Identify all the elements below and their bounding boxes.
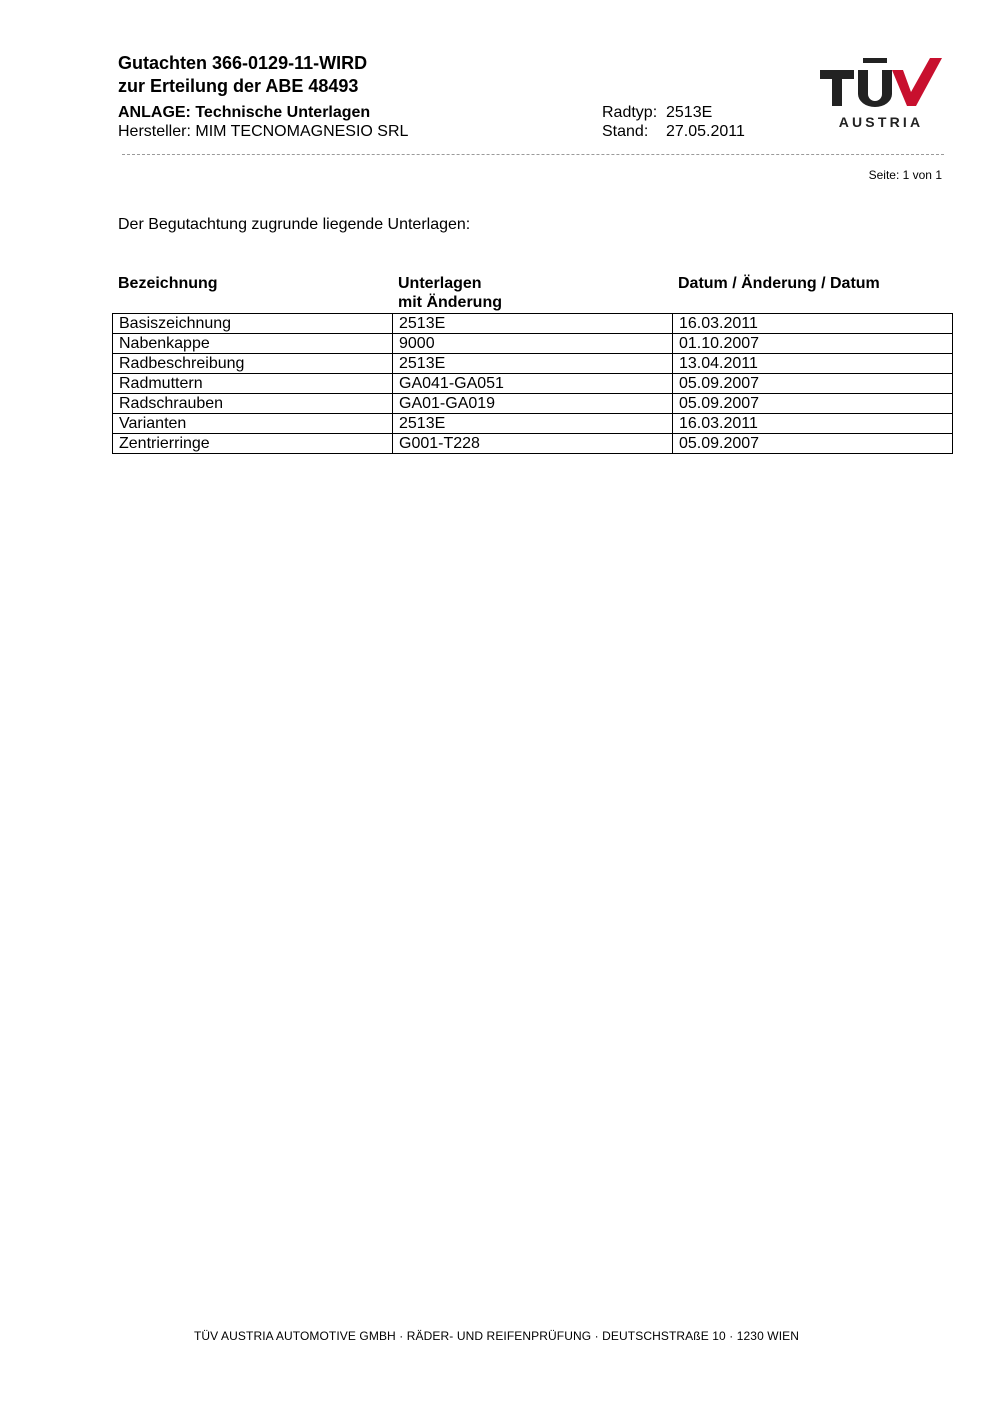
wheel-type-line bbox=[602, 103, 745, 122]
header-designation: Bezeichnung bbox=[118, 275, 218, 292]
page-title bbox=[118, 52, 367, 98]
tuv-austria-logo bbox=[818, 56, 944, 132]
cell-documents: G001-T228 bbox=[393, 434, 673, 454]
cell-designation: Radmuttern bbox=[113, 374, 393, 394]
cell-date: 05.09.2007 bbox=[673, 434, 953, 454]
annex-info bbox=[118, 103, 408, 141]
cell-date: 13.04.2011 bbox=[673, 354, 953, 374]
cell-date: 01.10.2007 bbox=[673, 334, 953, 354]
table-row bbox=[113, 334, 953, 354]
title-line-2: zur Erteilung der ABE 48493 bbox=[118, 76, 359, 96]
logo-u-shape bbox=[858, 70, 892, 107]
cell-designation: Zentrierringe bbox=[113, 434, 393, 454]
status-date-line bbox=[602, 122, 745, 141]
table-row bbox=[113, 354, 953, 374]
header-documents-line-2: mit Änderung bbox=[398, 294, 502, 311]
cell-date: 16.03.2011 bbox=[673, 414, 953, 434]
table-row bbox=[113, 414, 953, 434]
table-row bbox=[113, 374, 953, 394]
page-number: Seite: 1 von 1 bbox=[868, 168, 942, 182]
wheel-type-value: 2513E bbox=[666, 104, 713, 121]
cell-designation: Varianten bbox=[113, 414, 393, 434]
cell-documents: 9000 bbox=[393, 334, 673, 354]
cell-documents: GA041-GA051 bbox=[393, 374, 673, 394]
status-date-label: Stand: bbox=[602, 123, 649, 140]
logo-t-stem bbox=[832, 70, 842, 106]
table-row bbox=[113, 394, 953, 414]
header-documents bbox=[398, 274, 502, 312]
cell-documents: 2513E bbox=[393, 314, 673, 334]
wheel-meta bbox=[602, 103, 745, 141]
manufacturer-value: MIM TECNOMAGNESIO SRL bbox=[195, 123, 409, 140]
intro-text: Der Begutachtung zugrunde liegende Unterlagen: bbox=[118, 216, 471, 233]
documents-table bbox=[112, 313, 953, 454]
logo-macron bbox=[863, 58, 887, 63]
logo-v-check bbox=[892, 58, 942, 106]
header-date: Datum / Änderung / Datum bbox=[678, 275, 880, 292]
page-footer: TÜV AUSTRIA AUTOMOTIVE GMBH · RÄDER- UND REIFENPRÜFUNG · DEUTSCHSTRAßE 10 · 1230 WIEN bbox=[193, 1329, 800, 1343]
header-documents-line-1: Unterlagen bbox=[398, 275, 482, 292]
header-divider bbox=[122, 154, 944, 155]
wheel-type-label: Radtyp: bbox=[602, 104, 658, 121]
status-date-value: 27.05.2011 bbox=[666, 123, 745, 140]
manufacturer-label: Hersteller: bbox=[118, 123, 191, 140]
cell-designation: Radbeschreibung bbox=[113, 354, 393, 374]
cell-documents: 2513E bbox=[393, 354, 673, 374]
table-row bbox=[113, 434, 953, 454]
cell-date: 05.09.2007 bbox=[673, 394, 953, 414]
cell-designation: Basiszeichnung bbox=[113, 314, 393, 334]
title-line-1: Gutachten 366-0129-11-WIRD bbox=[118, 53, 368, 73]
logo-subtitle: AUSTRIA bbox=[838, 114, 924, 130]
annex-line bbox=[118, 103, 408, 122]
cell-documents: 2513E bbox=[393, 414, 673, 434]
cell-date: 05.09.2007 bbox=[673, 374, 953, 394]
cell-date: 16.03.2011 bbox=[673, 314, 953, 334]
cell-documents: GA01-GA019 bbox=[393, 394, 673, 414]
manufacturer-line bbox=[118, 122, 408, 141]
annex-label: ANLAGE: bbox=[118, 104, 191, 121]
cell-designation: Radschrauben bbox=[113, 394, 393, 414]
cell-designation: Nabenkappe bbox=[113, 334, 393, 354]
annex-value: Technische Unterlagen bbox=[195, 104, 371, 121]
table-row bbox=[113, 314, 953, 334]
